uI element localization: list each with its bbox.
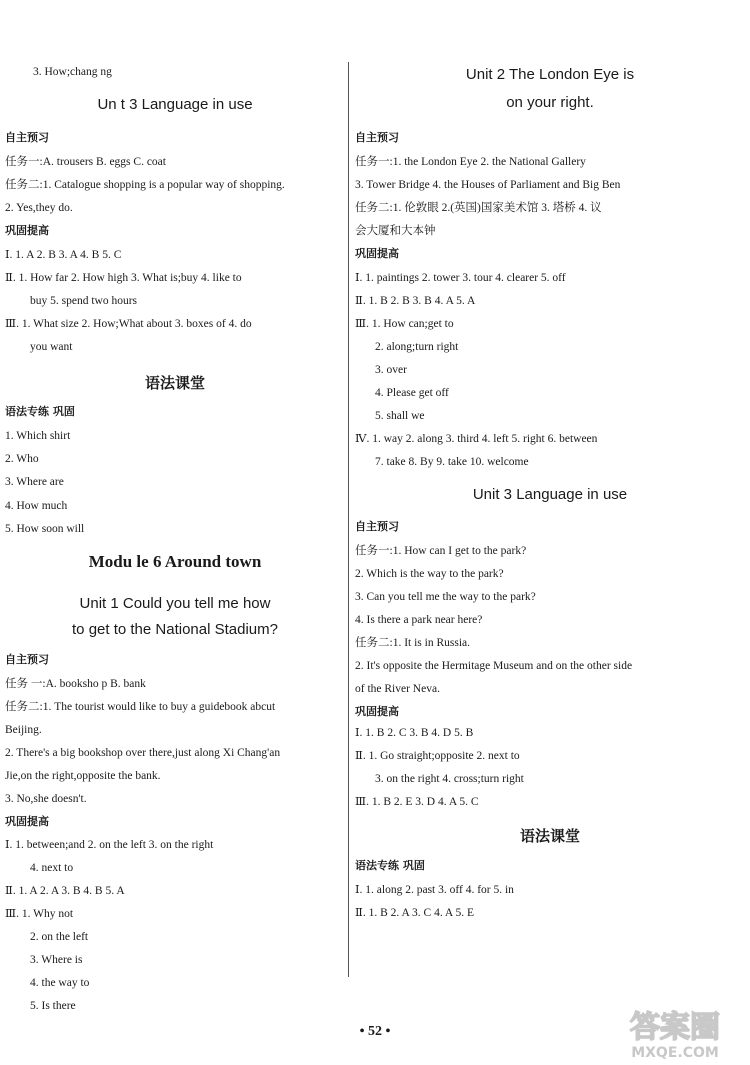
page-number: • 52 • [359,1024,391,1039]
answer-line: Ⅰ. 1. A 2. B 3. A 4. B 5. C [5,249,122,261]
answer-line: 3. Where is [30,954,83,966]
answer-line: Beijing. [5,724,42,736]
answer-line: 5. shall we [375,410,425,422]
answer-line: 4. Please get off [375,387,449,399]
answer-line: Ⅰ. 1. along 2. past 3. off 4. for 5. in [355,884,514,896]
section-label-grammar: 语法专练 巩固 [355,859,425,872]
answer-line: Ⅱ. 1. B 2. B 3. B 4. A 5. A [355,295,476,307]
answer-line: 任务二:1. It is in Russia. [355,637,471,649]
section-label-consolidate: 巩固提高 [5,224,49,237]
answer-line: 3. How;chang ng [33,66,112,78]
grammar-title: 语法课堂 [144,374,205,392]
unit2-title-line2: on your right. [506,94,594,111]
answer-line: 任务二:1. The tourist would like to buy a guidebook abcut [5,701,276,713]
answer-line: 4. Is there a park near here? [355,614,483,626]
answer-line: 4. next to [30,862,74,874]
unit1-title-line1: Unit 1 Could you tell me how [79,595,271,612]
answer-line: 任务一:1. the London Eye 2. the National Gallery [355,156,586,168]
answer-line: of the River Neva. [355,683,440,695]
answer-line: Ⅰ. 1. paintings 2. tower 3. tour 4. clearer 5. off [355,272,566,284]
watermark-logo [605,1005,745,1060]
answer-line: Ⅳ. 1. way 2. along 3. third 4. left 5. right 6. between [355,433,598,445]
section-label-preview: 自主预习 [5,131,49,144]
answer-line: 任务 一:A. booksho p B. bank [5,678,146,690]
answer-line: 5. How soon will [5,523,85,535]
section-label-consolidate: 巩固提高 [355,705,399,718]
answer-line: 3. Can you tell me the way to the park? [355,591,536,603]
answer-line: 任务一:A. trousers B. eggs C. coat [5,156,166,168]
section-label-grammar: 语法专练 巩固 [5,405,75,418]
unit3-title: Un t 3 Language in use [97,96,253,113]
unit1-title-line2: to get to the National Stadium? [72,621,278,638]
answer-line: Jie,on the right,opposite the bank. [5,770,161,782]
answer-line: 2. along;turn right [375,341,459,353]
answer-line: 任务二:1. 伦敦眼 2.(英国)国家美术馆 3. 塔桥 4. 议 [355,202,602,214]
answer-line: 3. on the right 4. cross;turn right [375,773,524,785]
section-label-preview: 自主预习 [355,131,399,144]
answer-line: Ⅲ. 1. Why not [5,908,74,920]
answer-line: 2. It's opposite the Hermitage Museum and on the other side [355,660,633,672]
answer-line: Ⅲ. 1. What size 2. How;What about 3. boxes of 4. do [5,318,252,330]
unit3-title: Unit 3 Language in use [472,486,628,503]
answer-line: 3. over [375,364,407,376]
answer-line: 7. take 8. By 9. take 10. welcome [375,456,529,468]
answer-line: Ⅱ. 1. A 2. A 3. B 4. B 5. A [5,885,125,897]
section-label-consolidate: 巩固提高 [5,815,49,828]
watermark-chinese-text: 答案圈 [630,1010,720,1045]
column-divider [348,62,349,977]
answer-line: Ⅰ. 1. between;and 2. on the left 3. on the right [5,839,214,851]
answer-line: you want [30,341,73,353]
module-title: Modu le 6 Around town [88,552,262,571]
section-label-consolidate: 巩固提高 [355,247,399,260]
answer-line: 4. How much [5,500,68,512]
answer-line: Ⅲ. 1. How can;get to [355,318,454,330]
unit2-title-line1: Unit 2 The London Eye is [465,66,635,83]
answer-line: 任务二:1. Catalogue shopping is a popular way of shopping. [5,179,285,191]
answer-line: 会大厦和大本钟 [355,225,436,237]
answer-line: Ⅱ. 1. Go straight;opposite 2. next to [355,750,520,762]
answer-line: Ⅱ. 1. How far 2. How high 3. What is;buy 4. like to [5,272,242,284]
answer-line: 3. Tower Bridge 4. the Houses of Parliament and Big Ben [355,179,621,191]
answer-line: 2. on the left [30,931,89,943]
answer-line: 任务一:1. How can I get to the park? [355,545,527,557]
watermark-url-text: MXQE.COM [631,1045,719,1060]
answer-line: Ⅲ. 1. B 2. E 3. D 4. A 5. C [355,796,479,808]
answer-line: Ⅱ. 1. B 2. A 3. C 4. A 5. E [355,907,475,919]
answer-line: 2. Yes,they do. [5,202,73,214]
answer-line: 2. There's a big bookshop over there,just along Xi Chang'an [5,747,281,759]
answer-line: Ⅰ. 1. B 2. C 3. B 4. D 5. B [355,727,474,739]
answer-line: 5. Is there [30,1000,76,1012]
answer-line: 3. Where are [5,476,64,488]
answer-line: 1. Which shirt [5,430,71,442]
answer-line: 3. No,she doesn't. [5,793,87,805]
grammar-title: 语法课堂 [519,827,580,845]
answer-line: 2. Which is the way to the park? [355,568,504,580]
section-label-preview: 自主预习 [355,520,399,533]
answer-line: 2. Who [5,453,39,465]
section-label-preview: 自主预习 [5,653,49,666]
answer-line: buy 5. spend two hours [30,295,138,307]
answer-line: 4. the way to [30,977,90,989]
